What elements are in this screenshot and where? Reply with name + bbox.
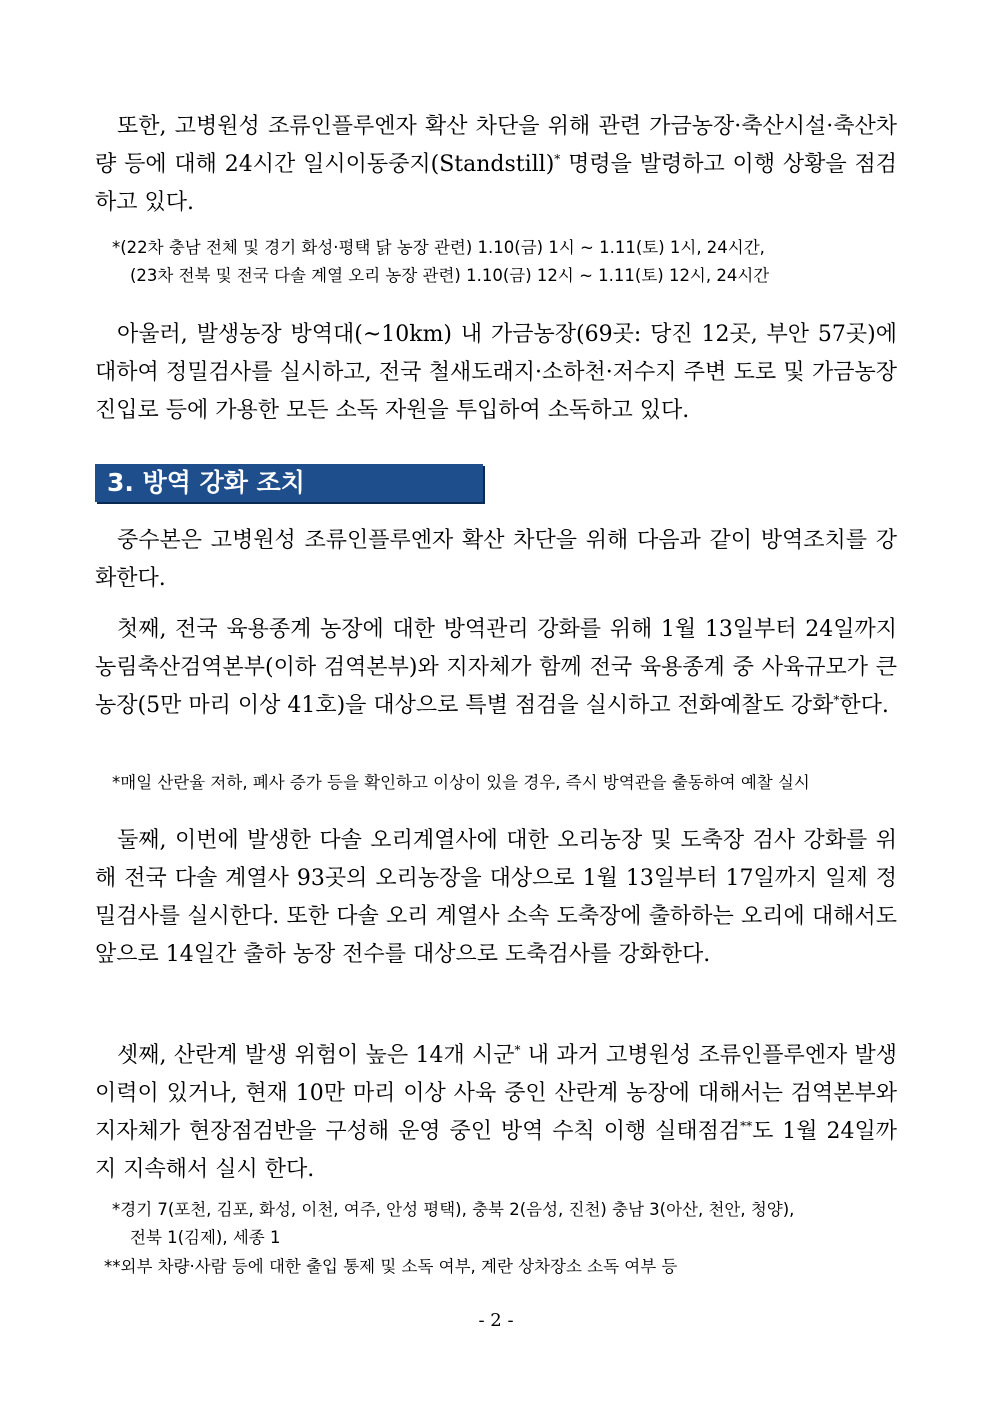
paragraph-text: 첫째, 전국 육용종계 농장에 대한 방역관리 강화를 위해 1월 13일부터 24일까지 농림축산검역본부(이하 검역본부)와 지자체가 함께 전국 육용종계 중 사육규모가 큰 농장(5만 마리 이상 41호)을 대상으로 특별 점검을 실시하고 전화예찰도 강화 — [95, 617, 897, 718]
footnote-marker: * — [514, 1043, 521, 1057]
section-heading: 3. 방역 강화 조치 — [95, 464, 483, 502]
footnote-line: 매일 산란율 저하, 폐사 증가 등을 확인하고 이상이 있을 경우, 즉시 방역관을 출동하여 예찰 실시 — [120, 773, 810, 792]
paragraph-standstill — [95, 108, 897, 222]
footnote-marker: * — [833, 693, 840, 707]
footnote-first — [112, 769, 902, 797]
footnote-mark: * — [112, 238, 121, 257]
paragraph-inspection — [95, 316, 897, 430]
footnote-marker: ** — [740, 1119, 753, 1133]
paragraph-second — [95, 822, 897, 974]
paragraph-text-tail: 명령을 발령하고 이행 상황을 점검하고 있다. — [95, 152, 897, 215]
paragraph-text-tail: 한다. — [839, 693, 889, 718]
paragraph-text: 셋째, 산란계 발생 위험이 높은 14개 시군 — [117, 1043, 515, 1068]
paragraph-text: 아울러, 발생농장 방역대(~10km) 내 가금농장(69곳: 당진 12곳, 부안 57곳)에 대하여 정밀검사를 실시하고, 전국 철새도래지·소하천·저수지 주변 도로 및 가금농장 진입로 등에 가용한 모든 소독 자원을 투입하여 소독하고 있다. — [95, 322, 897, 423]
footnote-mark: * — [112, 1200, 121, 1219]
paragraph-intro — [95, 522, 897, 598]
paragraph-text: 중수본은 고병원성 조류인플루엔자 확산 차단을 위해 다음과 같이 방역조치를 강화한다. — [95, 528, 897, 591]
paragraph-text-mid: 내 과거 고병원성 조류인플루엔자 발생 이력이 있거나, 현재 10만 마리 이상 사육 중인 산란계 농장에 대해서는 검역본부와 지자체가 현장점검반을 구성해 운영 중인 방역 수칙 이행 실태점검 — [95, 1043, 897, 1144]
footnote-mark: ** — [104, 1257, 121, 1276]
footnote-mark: * — [112, 773, 121, 792]
footnote-standstill — [112, 234, 912, 290]
paragraph-text: 또한, 고병원성 조류인플루엔자 확산 차단을 위해 관련 가금농장·축산시설·축산차량 등에 대해 24시간 일시이동중지(Standstill) — [95, 114, 897, 177]
paragraph-first — [95, 611, 897, 725]
footnote-marker: * — [554, 152, 561, 166]
footnote-line: 외부 차량·사람 등에 대한 출입 통제 및 소독 여부, 계란 상차장소 소독 여부 등 — [120, 1257, 678, 1276]
page-number: - 2 - — [478, 1310, 514, 1331]
paragraph-text-tail: 도 1월 24일까지 지속해서 실시 한다. — [95, 1119, 897, 1182]
footnote-line: (22차 충남 전체 및 경기 화성·평택 닭 농장 관련) 1.10(금) 1시 ~ 1.11(토) 1시, 24시간, — [120, 238, 765, 257]
footnote-inspection-items — [104, 1253, 904, 1281]
footnote-line: 전북 1(김제), 세종 1 — [130, 1228, 281, 1247]
footnote-regions — [112, 1196, 912, 1252]
footnote-line: (23차 전북 및 전국 다솔 계열 오리 농장 관련) 1.10(금) 12시 ~ 1.11(토) 12시, 24시간 — [130, 266, 770, 285]
paragraph-text: 둘째, 이번에 발생한 다솔 오리계열사에 대한 오리농장 및 도축장 검사 강화를 위해 전국 다솔 계열사 93곳의 오리농장을 대상으로 1월 13일부터 17일까지 일제 정밀검사를 실시한다. 또한 다솔 오리 계열사 소속 도축장에 출하하는 오리에 대해서도 앞으로 14일간 출하 농장 전수를 대상으로 도축검사를 강화한다. — [95, 828, 897, 967]
paragraph-third — [95, 1037, 897, 1189]
footnote-line: 경기 7(포천, 김포, 화성, 이천, 여주, 안성 평택), 충북 2(음성, 진천) 충남 3(아산, 천안, 청양), — [120, 1200, 795, 1219]
